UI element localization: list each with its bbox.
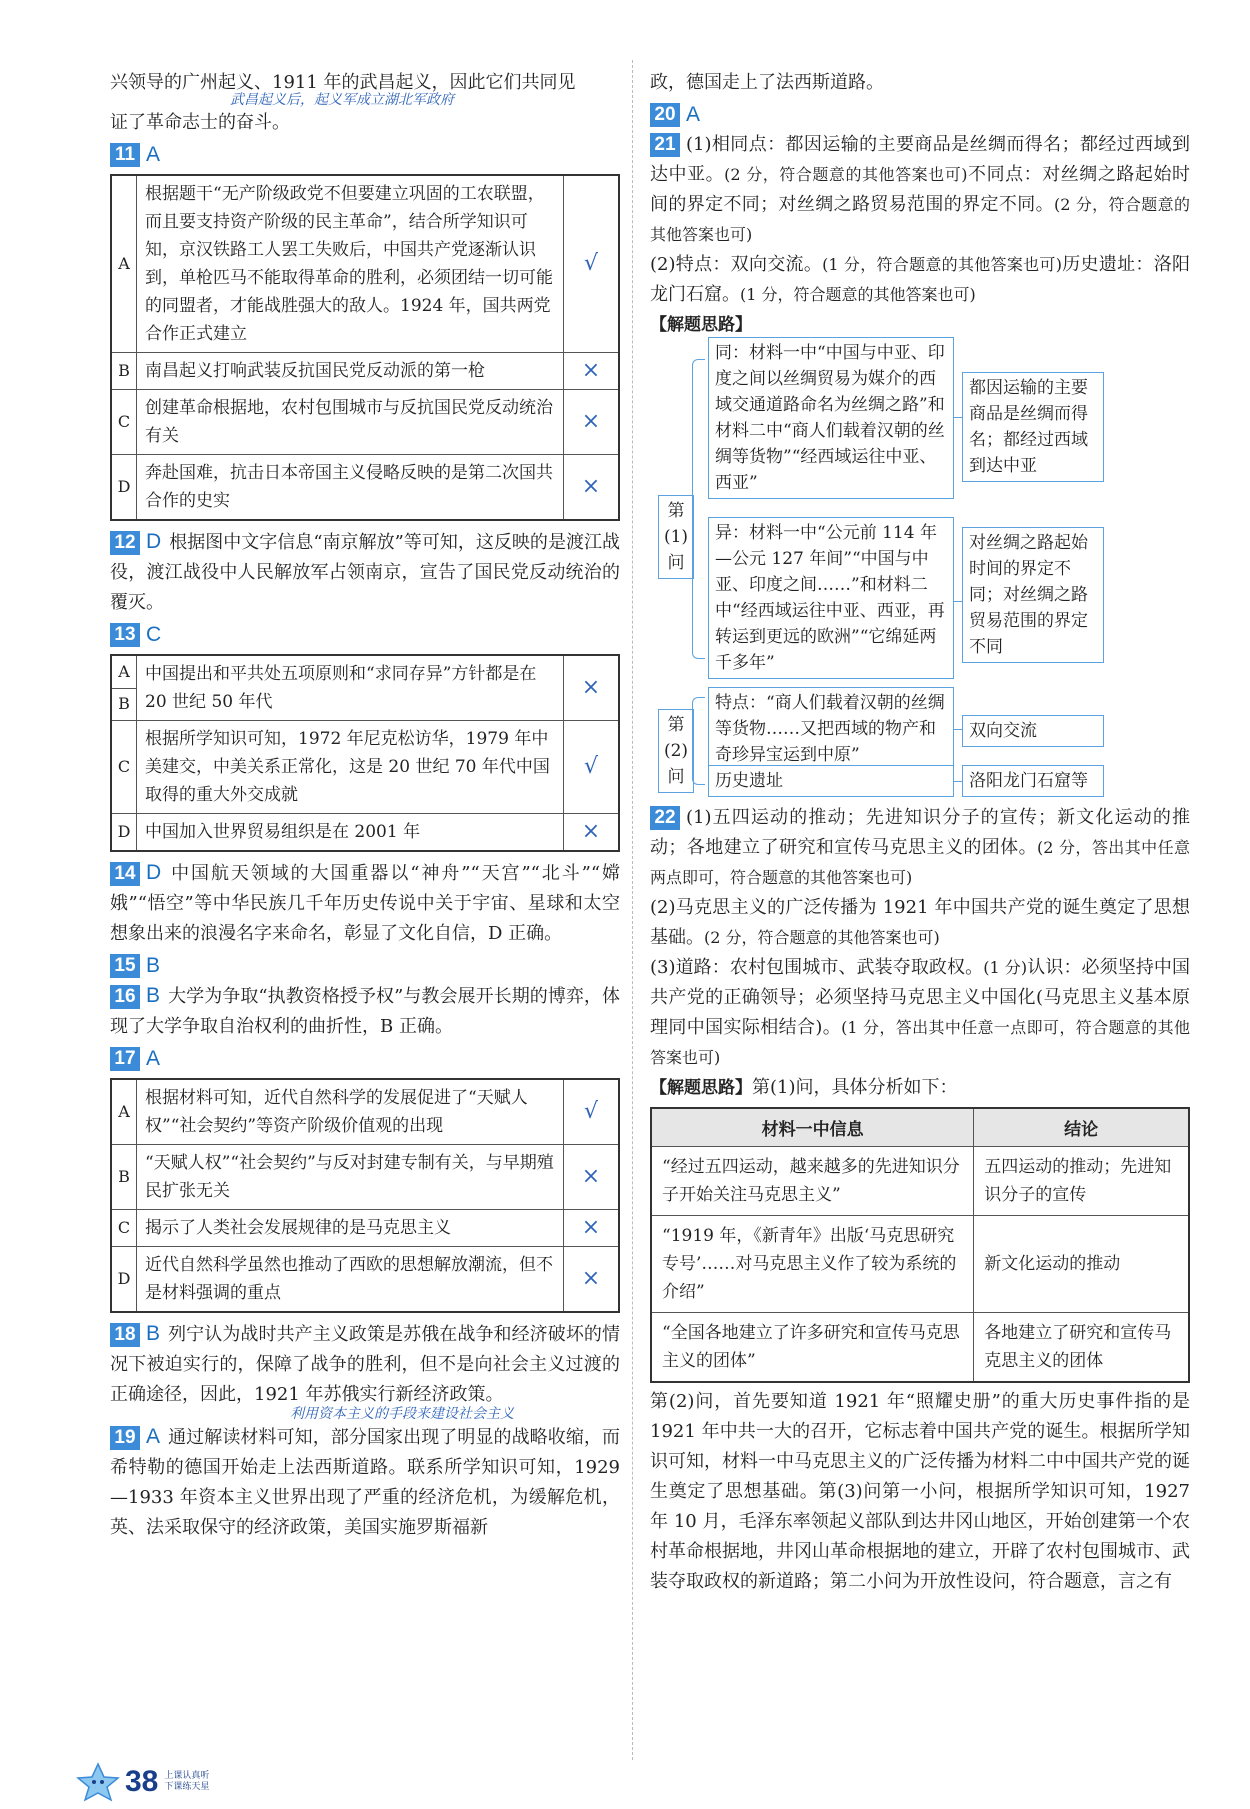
- option-text: 近代自然科学虽然也推动了西欧的思想解放潮流，但不是材料强调的重点: [137, 1247, 564, 1313]
- analysis-table: [650, 1107, 1190, 1383]
- option-text: 创建革命根据地，农村包围城市与反抗国民党反动统治有关: [137, 390, 564, 455]
- table-row: [651, 1147, 1189, 1216]
- explanation-paragraph: 第(2)问，首先要知道 1921 年“照耀史册”的重大历史事件指的是 1921 年中共一大的召开，它标志着中国共产党的诞生。根据所学知识可知，材料一中马克思主义的广泛传播为材料二中中国共产党的诞生奠定了思想基础。第(3)问第一小问，根据所学知识可知，1927 年 10 月，毛泽东率领起义部队到达井冈山地区，开始创建第一个农村革命根据地，井冈山革命根据地的建立，开辟了农村包围城市、武装夺取政权的新道路；第二小问为开放性设问，符合题意，言之有: [650, 1391, 1190, 1592]
- answer-letter: D: [146, 530, 162, 553]
- difference-conclusion: 对丝绸之路起始时间的界定不同；对丝绸之路贸易范围的界定不同: [962, 527, 1104, 663]
- question-18: [110, 1319, 620, 1410]
- option-letter: B: [111, 1145, 137, 1210]
- tips-title: 【解题思路】: [650, 315, 752, 335]
- question-21-part2: [650, 250, 1190, 310]
- option-text: 中国加入世界贸易组织是在 2001 年: [137, 814, 564, 852]
- table-row: [111, 1145, 619, 1210]
- question-number: 19: [110, 1426, 140, 1450]
- slogan-line: 上课认真听: [164, 1771, 210, 1781]
- connector: [954, 729, 962, 730]
- table-row: [651, 1313, 1189, 1383]
- question-number: 20: [650, 103, 680, 127]
- table-cell: 五四运动的推动；先进知识分子的宣传: [974, 1147, 1189, 1216]
- table-cell: “经过五四运动，越来越多的先进知识分子开始关注马克思主义”: [651, 1147, 974, 1216]
- score-note: (1 分): [983, 958, 1028, 977]
- table-row: [111, 1079, 619, 1145]
- answer-part: 历史遗址：洛阳龙门石窟。: [650, 254, 1190, 305]
- option-letter: B: [111, 688, 137, 720]
- intro-text-2: 证了革命志士的奋斗。: [110, 112, 290, 133]
- question-14: [110, 858, 620, 949]
- table-row: [111, 175, 619, 353]
- slogan-line: 下课练天星: [164, 1782, 210, 1792]
- question-17-table: [110, 1078, 620, 1313]
- question-11-table: [110, 174, 620, 521]
- question-number: 13: [110, 623, 140, 647]
- option-text: 奔赴国难，抗击日本帝国主义侵略反映的是第二次国共合作的史实: [137, 455, 564, 521]
- question-16: [110, 981, 620, 1042]
- answer-part: (3)道路：农村包围城市、武装夺取政权。: [650, 957, 984, 978]
- explanation: 中国航天领域的大国重器以“神舟”“天宫”“北斗”“嫦娥”“悟空”等中华民族几千年历史传说中关于宇宙、星球和太空想象出来的浪漫名字来命名，彰显了文化自信，D 正确。: [110, 863, 620, 944]
- question-19: [110, 1422, 620, 1543]
- connector: [954, 781, 962, 782]
- answer-part: (2)特点：双向交流。: [650, 254, 823, 275]
- option-text: 根据题干“无产阶级政党不但要建立巩固的工农联盟，而且要支持资产阶级的民主革命”，结合所学知识可知，京汉铁路工人罢工失败后，中国共产党逐渐认识到，单枪匹马不能取得革命的胜利，必须团结一切可能的同盟者，才能战胜强大的敌人。1924 年，国共两党合作正式建立: [137, 175, 564, 353]
- table-cell: 新文化运动的推动: [974, 1216, 1189, 1313]
- check-mark: √: [564, 1079, 620, 1145]
- table-row: [111, 1247, 619, 1313]
- answer-letter: A: [146, 1425, 161, 1448]
- page-number: 38: [125, 1765, 159, 1798]
- bracket: [692, 359, 705, 659]
- question-number: 21: [650, 133, 680, 157]
- question-15-header: [110, 951, 620, 981]
- explanation: 大学为争取“执教资格授予权”与教会展开长期的博弈，体现了大学争取自治权利的曲折性，B 正确。: [110, 986, 620, 1037]
- question-21: [650, 130, 1190, 250]
- handwritten-note: 武昌起义后，起义军成立湖北军政府: [230, 92, 454, 108]
- option-letter: A: [111, 175, 137, 353]
- cross-mark: ×: [564, 655, 620, 721]
- score-note: (2 分，符合题意的其他答案也可): [704, 928, 940, 947]
- question-22-part3: [650, 953, 1190, 1073]
- answer-part: (2)马克思主义的广泛传播为 1921 年中国共产党的诞生奠定了思想基础。: [650, 897, 1190, 948]
- cross-mark: ×: [564, 1247, 620, 1313]
- cross-mark: ×: [564, 1210, 620, 1247]
- site-conclusion: 洛阳龙门石窟等: [962, 765, 1104, 797]
- option-letter: D: [111, 455, 137, 521]
- explanation: 通过解读材料可知，部分国家出现了明显的战略收缩，而希特勒的德国开始走上法西斯道路。联系所学知识可知，1929—1933 年资本主义世界出现了严重的经济危机，为缓解危机，英、法采取保守的经济政策，美国实施罗斯福新: [110, 1427, 620, 1538]
- site-box: 历史遗址: [708, 765, 954, 797]
- answer-letter: B: [146, 1322, 161, 1345]
- handwritten-note: 利用资本主义的手段来建设社会主义: [290, 1406, 514, 1422]
- similarity-box: 同：材料一中“中国与中亚、印度之间以丝绸贸易为媒介的西域交通道路命名为丝绸之路”和材料二中“商人们载着汉朝的丝绸等货物”“经西域运往中亚、西亚”: [708, 337, 954, 499]
- answer-letter: B: [146, 954, 161, 977]
- explanation: 根据图中文字信息“南京解放”等可知，这反映的是渡江战役，渡江战役中人民解放军占领南京，宣告了国民党反动统治的覆灭。: [110, 532, 620, 613]
- continuation-text: 政，德国走上了法西斯道路。: [650, 72, 884, 93]
- option-letter: A: [111, 655, 137, 688]
- tips-text: 第(1)问，具体分析如下：: [752, 1077, 958, 1098]
- score-note: (1 分，符合题意的其他答案也可): [822, 255, 1062, 274]
- question-number: 14: [110, 862, 140, 886]
- question-13-header: [110, 620, 620, 650]
- table-row: [111, 390, 619, 455]
- answer-part: (1)相同点：都因运输的主要商品是丝绸而得名；都经过西域到达中亚。: [650, 134, 1190, 185]
- feature-box: 特点：“商人们载着汉朝的丝绸等货物……又把西域的物产和奇珍异宝运到中原”: [708, 687, 954, 771]
- table-row: [111, 655, 619, 688]
- tips-title: 【解题思路】: [650, 1078, 752, 1098]
- column-header: 结论: [974, 1108, 1189, 1147]
- page-footer: [75, 1762, 209, 1802]
- answer-part: (1)五四运动的推动；先进知识分子的宣传；新文化运动的推动；各地建立了研究和宣传马克思主义的团体。: [650, 807, 1190, 858]
- question-22: [650, 803, 1190, 893]
- question-number: 18: [110, 1323, 140, 1347]
- star-mascot-icon: [75, 1762, 121, 1802]
- question-17-header: [110, 1044, 620, 1074]
- score-note: (1 分，答出其中任意一点即可，符合题意的其他答案也可): [650, 1018, 1190, 1067]
- question-22-part2: [650, 893, 1190, 953]
- option-letter: D: [111, 1247, 137, 1313]
- score-note: (2 分，符合题意的其他答案也可): [724, 165, 968, 184]
- question-number: 11: [110, 143, 140, 167]
- question-20-header: [650, 100, 1190, 130]
- difference-box: 异：材料一中“公元前 114 年—公元 127 年间”“中国与中亚、印度之间……”和材料二中“经西域运往中亚、西亚，再转运到更远的欧洲”“它绵延两千多年”: [708, 517, 954, 679]
- score-note: (2 分，符合题意的其他答案也可): [650, 195, 1190, 244]
- answer-letter: A: [146, 143, 161, 166]
- option-text: 根据材料可知，近代自然科学的发展促进了“天赋人权”“社会契约”等资产阶级价值观的出现: [137, 1079, 564, 1145]
- option-text: 中国提出和平共处五项原则和“求同存异”方针都是在 20 世纪 50 年代: [137, 655, 564, 721]
- option-letter: D: [111, 814, 137, 852]
- option-letter: C: [111, 390, 137, 455]
- question-number: 17: [110, 1047, 140, 1071]
- right-column: [650, 68, 1190, 1597]
- table-header-row: [651, 1108, 1189, 1147]
- question-12: [110, 527, 620, 618]
- cross-mark: ×: [564, 353, 620, 390]
- column-divider: [632, 60, 633, 1760]
- cross-mark: ×: [564, 1145, 620, 1210]
- explanation: 列宁认为战时共产主义政策是苏俄在战争和经济破坏的情况下被迫实行的，保障了战争的胜利，但不是向社会主义过渡的正确途径，因此，1921 年苏俄实行新经济政策。: [110, 1324, 620, 1405]
- answer-letter: D: [146, 861, 162, 884]
- option-text: “天赋人权”“社会契约”与反对封建专制有关，与早期殖民扩张无关: [137, 1145, 564, 1210]
- part1-label: 第(1)问: [658, 495, 694, 579]
- question-11-header: [110, 140, 620, 170]
- cross-mark: ×: [564, 390, 620, 455]
- answer-letter: C: [146, 623, 162, 646]
- feature-conclusion: 双向交流: [962, 715, 1104, 747]
- option-text: 揭示了人类社会发展规律的是马克思主义: [137, 1210, 564, 1247]
- score-note: (2 分，答出其中任意两点即可，符合题意的其他答案也可): [650, 838, 1190, 887]
- question-number: 16: [110, 985, 140, 1009]
- answer-part: 认识：必须坚持中国共产党的正确领导；必须坚持马克思主义中国化(马克思主义基本原理同中国实际相结合)。: [650, 957, 1191, 1038]
- question-13-table: [110, 654, 620, 852]
- cross-mark: ×: [564, 814, 620, 852]
- question-number: 15: [110, 954, 140, 978]
- score-note: (1 分，符合题意的其他答案也可): [740, 285, 976, 304]
- option-letter: B: [111, 353, 137, 390]
- table-row: [111, 721, 619, 814]
- answer-letter: B: [146, 984, 161, 1007]
- table-row: [651, 1216, 1189, 1313]
- table-row: [111, 814, 619, 852]
- check-mark: √: [564, 721, 620, 814]
- column-header: 材料一中信息: [651, 1108, 974, 1147]
- table-cell: 各地建立了研究和宣传马克思主义的团体: [974, 1313, 1189, 1383]
- table-row: [111, 455, 619, 521]
- similarity-conclusion: 都因运输的主要商品是丝绸而得名；都经过西域到达中亚: [962, 372, 1104, 482]
- option-letter: A: [111, 1079, 137, 1145]
- answer-letter: A: [146, 1047, 161, 1070]
- analysis-diagram: [650, 337, 1190, 797]
- intro-text: 兴领导的广州起义、1911 年的武昌起义，因此它们共同见: [110, 72, 576, 93]
- option-text: 根据所学知识可知，1972 年尼克松访华，1979 年中美建交，中美关系正常化，这是 20 世纪 70 年代中国取得的重大外交成就: [137, 721, 564, 814]
- cross-mark: ×: [564, 455, 620, 521]
- left-column: [110, 68, 620, 1543]
- footer-slogan: [164, 1771, 209, 1793]
- tips-line: [650, 1073, 1190, 1103]
- table-cell: “全国各地建立了许多研究和宣传马克思主义的团体”: [651, 1313, 974, 1383]
- bracket: [692, 697, 705, 785]
- table-cell: “1919 年，《新青年》出版‘马克思研究专号’……对马克思主义作了较为系统的介绍”: [651, 1216, 974, 1313]
- answer-part: 不同点：对丝绸之路起始时间的界定不同；对丝绸之路贸易范围的界定不同。: [650, 164, 1190, 215]
- check-mark: √: [564, 175, 620, 353]
- option-letter: C: [111, 1210, 137, 1247]
- option-text: 南昌起义打响武装反抗国民党反动派的第一枪: [137, 353, 564, 390]
- part2-label: 第(2)问: [658, 709, 694, 793]
- question-number: 12: [110, 531, 140, 555]
- connector: [954, 601, 962, 602]
- table-row: [111, 1210, 619, 1247]
- answer-letter: A: [686, 103, 701, 126]
- question-number: 22: [650, 806, 680, 830]
- connector: [954, 417, 962, 418]
- table-row: [111, 353, 619, 390]
- option-letter: C: [111, 721, 137, 814]
